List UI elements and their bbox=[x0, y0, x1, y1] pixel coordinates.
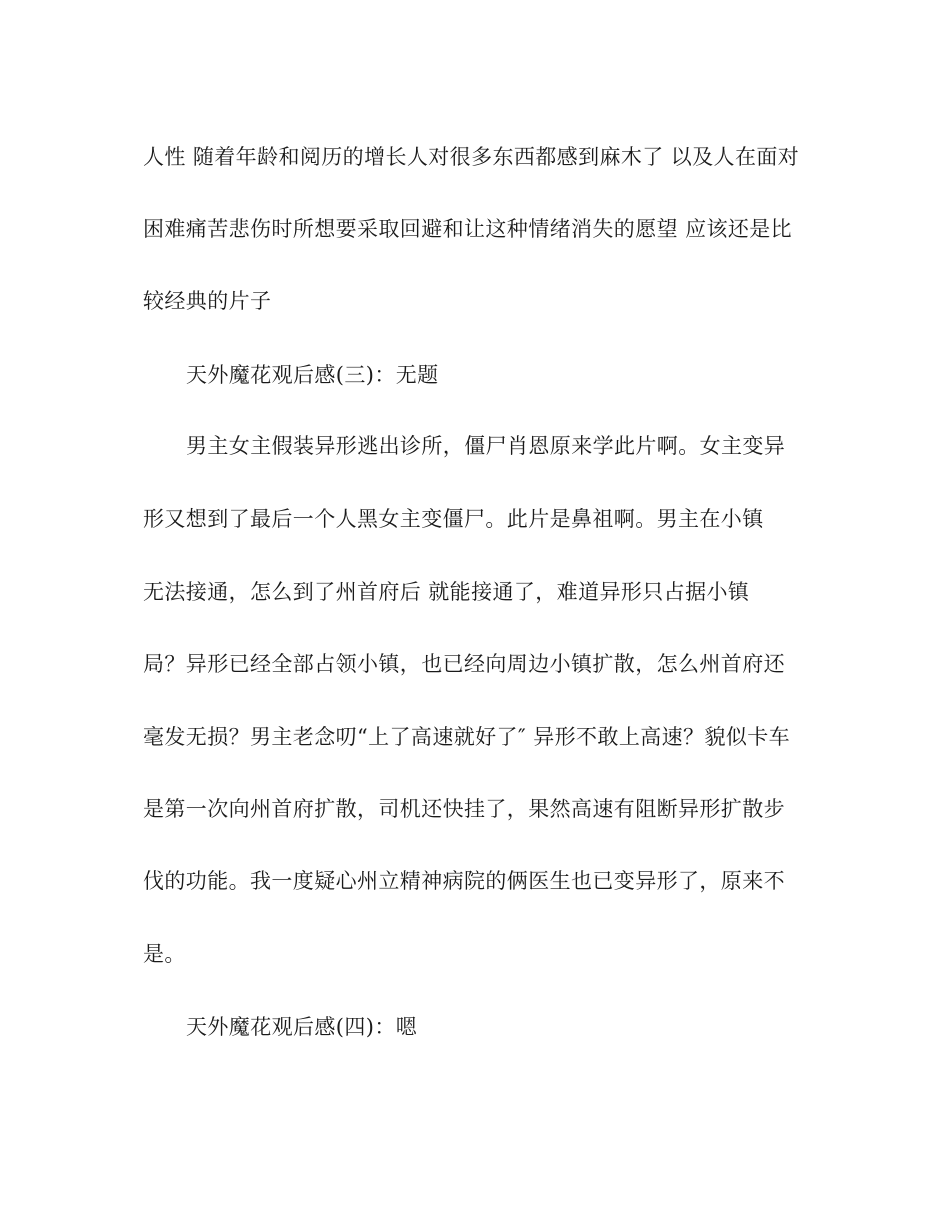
paragraph-line-1: 人性 随着年龄和阅历的增长人对很多东西都感到麻木了 以及人在面对 bbox=[143, 145, 800, 169]
paragraph-line-9: 毫发无损？男主老念叨“上了高速就好了″ 异形不敢上高速？貌似卡车 bbox=[143, 725, 791, 749]
paragraph-line-7: 无法接通，怎么到了州首府后 就能接通了，难道异形只占据小镇 bbox=[143, 580, 750, 604]
paragraph-line-3: 较经典的片子 bbox=[143, 289, 272, 313]
paragraph-line-2: 困难痛苦悲伤时所想要采取回避和让这种情绪消失的愿望 应该还是比 bbox=[143, 217, 793, 241]
section-heading-4: 天外魔花观后感(四)：嗯 bbox=[186, 1015, 418, 1039]
paragraph-line-8: 局？异形已经全部占领小镇，也已经向周边小镇扩散，怎么州首府还 bbox=[143, 652, 785, 676]
paragraph-line-12: 是。 bbox=[143, 942, 186, 966]
paragraph-line-6: 形又想到了最后一个人黑女主变僵尸。此片是鼻祖啊。男主在小镇 bbox=[143, 507, 764, 531]
paragraph-line-11: 伐的功能。我一度疑心州立精神病院的俩医生也已变异形了，原来不 bbox=[143, 869, 785, 893]
paragraph-line-5: 男主女主假装异形逃出诊所，僵尸肖恩原来学此片啊。女主变异 bbox=[186, 434, 786, 458]
section-heading-3: 天外魔花观后感(三)：无题 bbox=[186, 363, 439, 387]
paragraph-line-10: 是第一次向州首府扩散，司机还快挂了，果然高速有阻断异形扩散步 bbox=[143, 797, 785, 821]
